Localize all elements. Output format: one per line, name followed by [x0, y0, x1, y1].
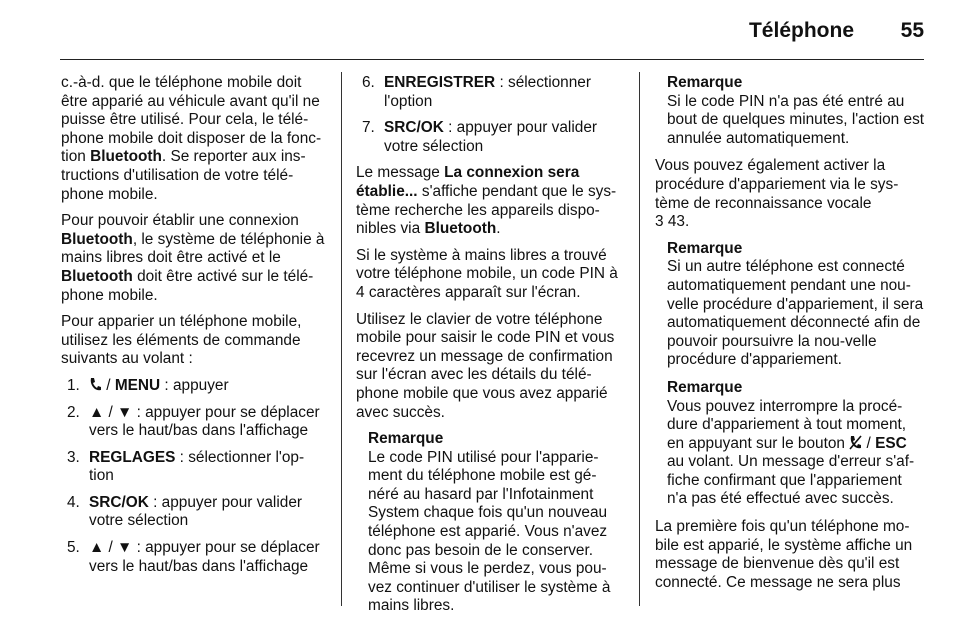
- column-divider-1: [341, 72, 342, 606]
- note-text: Le code PIN utilisé pour l'apparie-ment du téléphone mobile est gé-néré au hasard par l'Infotainment System chaque fois qu'un nouveau téléphone est apparié. Vous n'avez donc pas besoin de le conserver. Même si vous le perdez, vous pou-vez continuer d'utiliser le système à mains libres.: [368, 448, 611, 615]
- text: . Se reporter aux ins-tructions d'utilisation de votre télé-phone mobile.: [61, 148, 306, 203]
- text: Le message: [356, 164, 445, 182]
- note-text: Si le code PIN n'a pas été entré au bout de quelques minutes, l'action est annulée automatiquement.: [667, 92, 925, 147]
- bluetooth-term: Bluetooth: [90, 148, 162, 166]
- step-number: 7.: [362, 119, 375, 137]
- text: : sélectionner l'option: [384, 74, 591, 110]
- note-label: Remarque: [667, 378, 743, 396]
- phone-call-icon: [89, 377, 102, 396]
- step-number: 5.: [67, 539, 80, 557]
- text: doit être activé sur le télé-phone mobile.: [61, 267, 314, 304]
- paragraph-keypad: Utilisez le clavier de votre téléphone mobile pour saisir le code PIN et vous recevrez un message de confirmation sur l'écran avec les détails du télé-phone mobile que vous avez apparié avec succès.: [356, 310, 615, 421]
- text: Pour pouvoir établir une connexion: [61, 212, 299, 230]
- note-label: Remarque: [368, 430, 444, 448]
- key-label: SRC/OK: [89, 493, 149, 511]
- text: : appuyer pour se déplacer vers le haut/bas dans l'affichage: [89, 539, 320, 575]
- up-down-arrows-icon: ▲ / ▼: [89, 539, 133, 557]
- list-item: [61, 404, 327, 441]
- step-number: 6.: [362, 74, 375, 91]
- list-item: [61, 377, 327, 396]
- note-box: [667, 379, 925, 509]
- step-list: [356, 74, 622, 156]
- up-down-arrows-icon: ▲ / ▼: [89, 403, 133, 421]
- text: /: [102, 376, 115, 394]
- column-3: [655, 74, 925, 600]
- text: : appuyer pour valider votre sélection: [384, 119, 597, 155]
- key-label: SRC/OK: [384, 119, 444, 137]
- step-number: 1.: [67, 376, 80, 394]
- list-item: [61, 539, 327, 576]
- section-title: Téléphone: [748, 19, 854, 42]
- page-number: 55: [900, 19, 924, 42]
- step-list: [61, 377, 327, 576]
- text: /: [862, 434, 876, 452]
- text: c.-à-d. que le téléphone mobile doit être apparié au véhicule avant qu'il ne puisse être utilisé. Pour cela, le télé-phone mobile doit disposer de la fonc-tion: [61, 74, 322, 166]
- note-box: [368, 430, 622, 616]
- text: s'affiche pendant que le sys-tème recherche les appareils dispo-nibles via: [356, 182, 617, 238]
- bluetooth-term: Bluetooth: [61, 267, 133, 285]
- bluetooth-term: Bluetooth: [424, 220, 497, 238]
- column-2: [356, 74, 622, 625]
- text: : appuyer pour valider votre sélection: [89, 493, 302, 530]
- text: : appuyer: [160, 376, 229, 394]
- key-label: REGLAGES: [89, 448, 176, 466]
- paragraph-pin-code: Si le système à mains libres a trouvé votre téléphone mobile, un code PIN à 4 caractères apparaît sur l'écran.: [356, 246, 618, 301]
- text: : appuyer pour se déplacer vers le haut/bas dans l'affichage: [89, 403, 320, 440]
- note-box: [667, 74, 925, 148]
- paragraph-connection-message: [356, 164, 622, 238]
- paragraph-welcome-message: La première fois qu'un téléphone mo-bile est apparié, le système affiche un message de bienvenue dès qu'il est connecté. Ce message ne sera plus: [655, 518, 913, 591]
- key-label: ESC: [875, 434, 907, 452]
- text: .: [496, 220, 501, 238]
- paragraph-steps-intro: Pour apparier un téléphone mobile, utilisez les éléments de commande suivants au volant :: [61, 313, 302, 368]
- note-text: Vous pouvez interrompre la procé-dure d'appariement à tout moment, en appuyant sur le bouton: [667, 397, 907, 452]
- step-number: 2.: [67, 403, 80, 421]
- message-text: La connexion sera établie...: [356, 164, 580, 200]
- list-item: [61, 449, 327, 486]
- step-number: 4.: [67, 493, 80, 511]
- note-box: [667, 240, 925, 370]
- note-label: Remarque: [667, 239, 743, 257]
- header-rule: [60, 59, 924, 60]
- column-1: [61, 74, 327, 584]
- note-text: Si un autre téléphone est connecté automatiquement pendant une nou-velle procédure d'appariement, il sera automatiquement déconnecté afin de pouvoir poursuivre la nou-velle procédure d'appariement.: [667, 258, 924, 369]
- list-item: [61, 494, 327, 531]
- paragraph-voice-recognition: [655, 157, 925, 231]
- key-label: ENREGISTRER: [384, 74, 496, 91]
- note-text: au volant. Un message d'erreur s'af-fiche confirmant que l'appariement n'a pas été effectué avec succès.: [667, 453, 915, 508]
- paragraph-pairing-intro: [61, 74, 327, 204]
- bluetooth-term: Bluetooth: [61, 230, 133, 248]
- note-label: Remarque: [667, 74, 743, 91]
- page-header: [0, 0, 960, 62]
- column-divider-2: [639, 72, 640, 606]
- text: Vous pouvez également activer la procédure d'appariement via le sys-tème de reconnaissance vocale: [655, 157, 899, 212]
- step-number: 3.: [67, 448, 80, 466]
- text: , le système de téléphonie à mains libres doit être activé et le: [61, 230, 325, 267]
- key-label: MENU: [114, 376, 161, 394]
- list-item: [356, 119, 622, 156]
- phone-hangup-icon: [849, 435, 862, 454]
- list-item: [356, 74, 622, 111]
- text: : sélectionner l'op-tion: [89, 448, 305, 485]
- paragraph-connection: [61, 212, 327, 305]
- page-reference: 3 43.: [655, 213, 690, 231]
